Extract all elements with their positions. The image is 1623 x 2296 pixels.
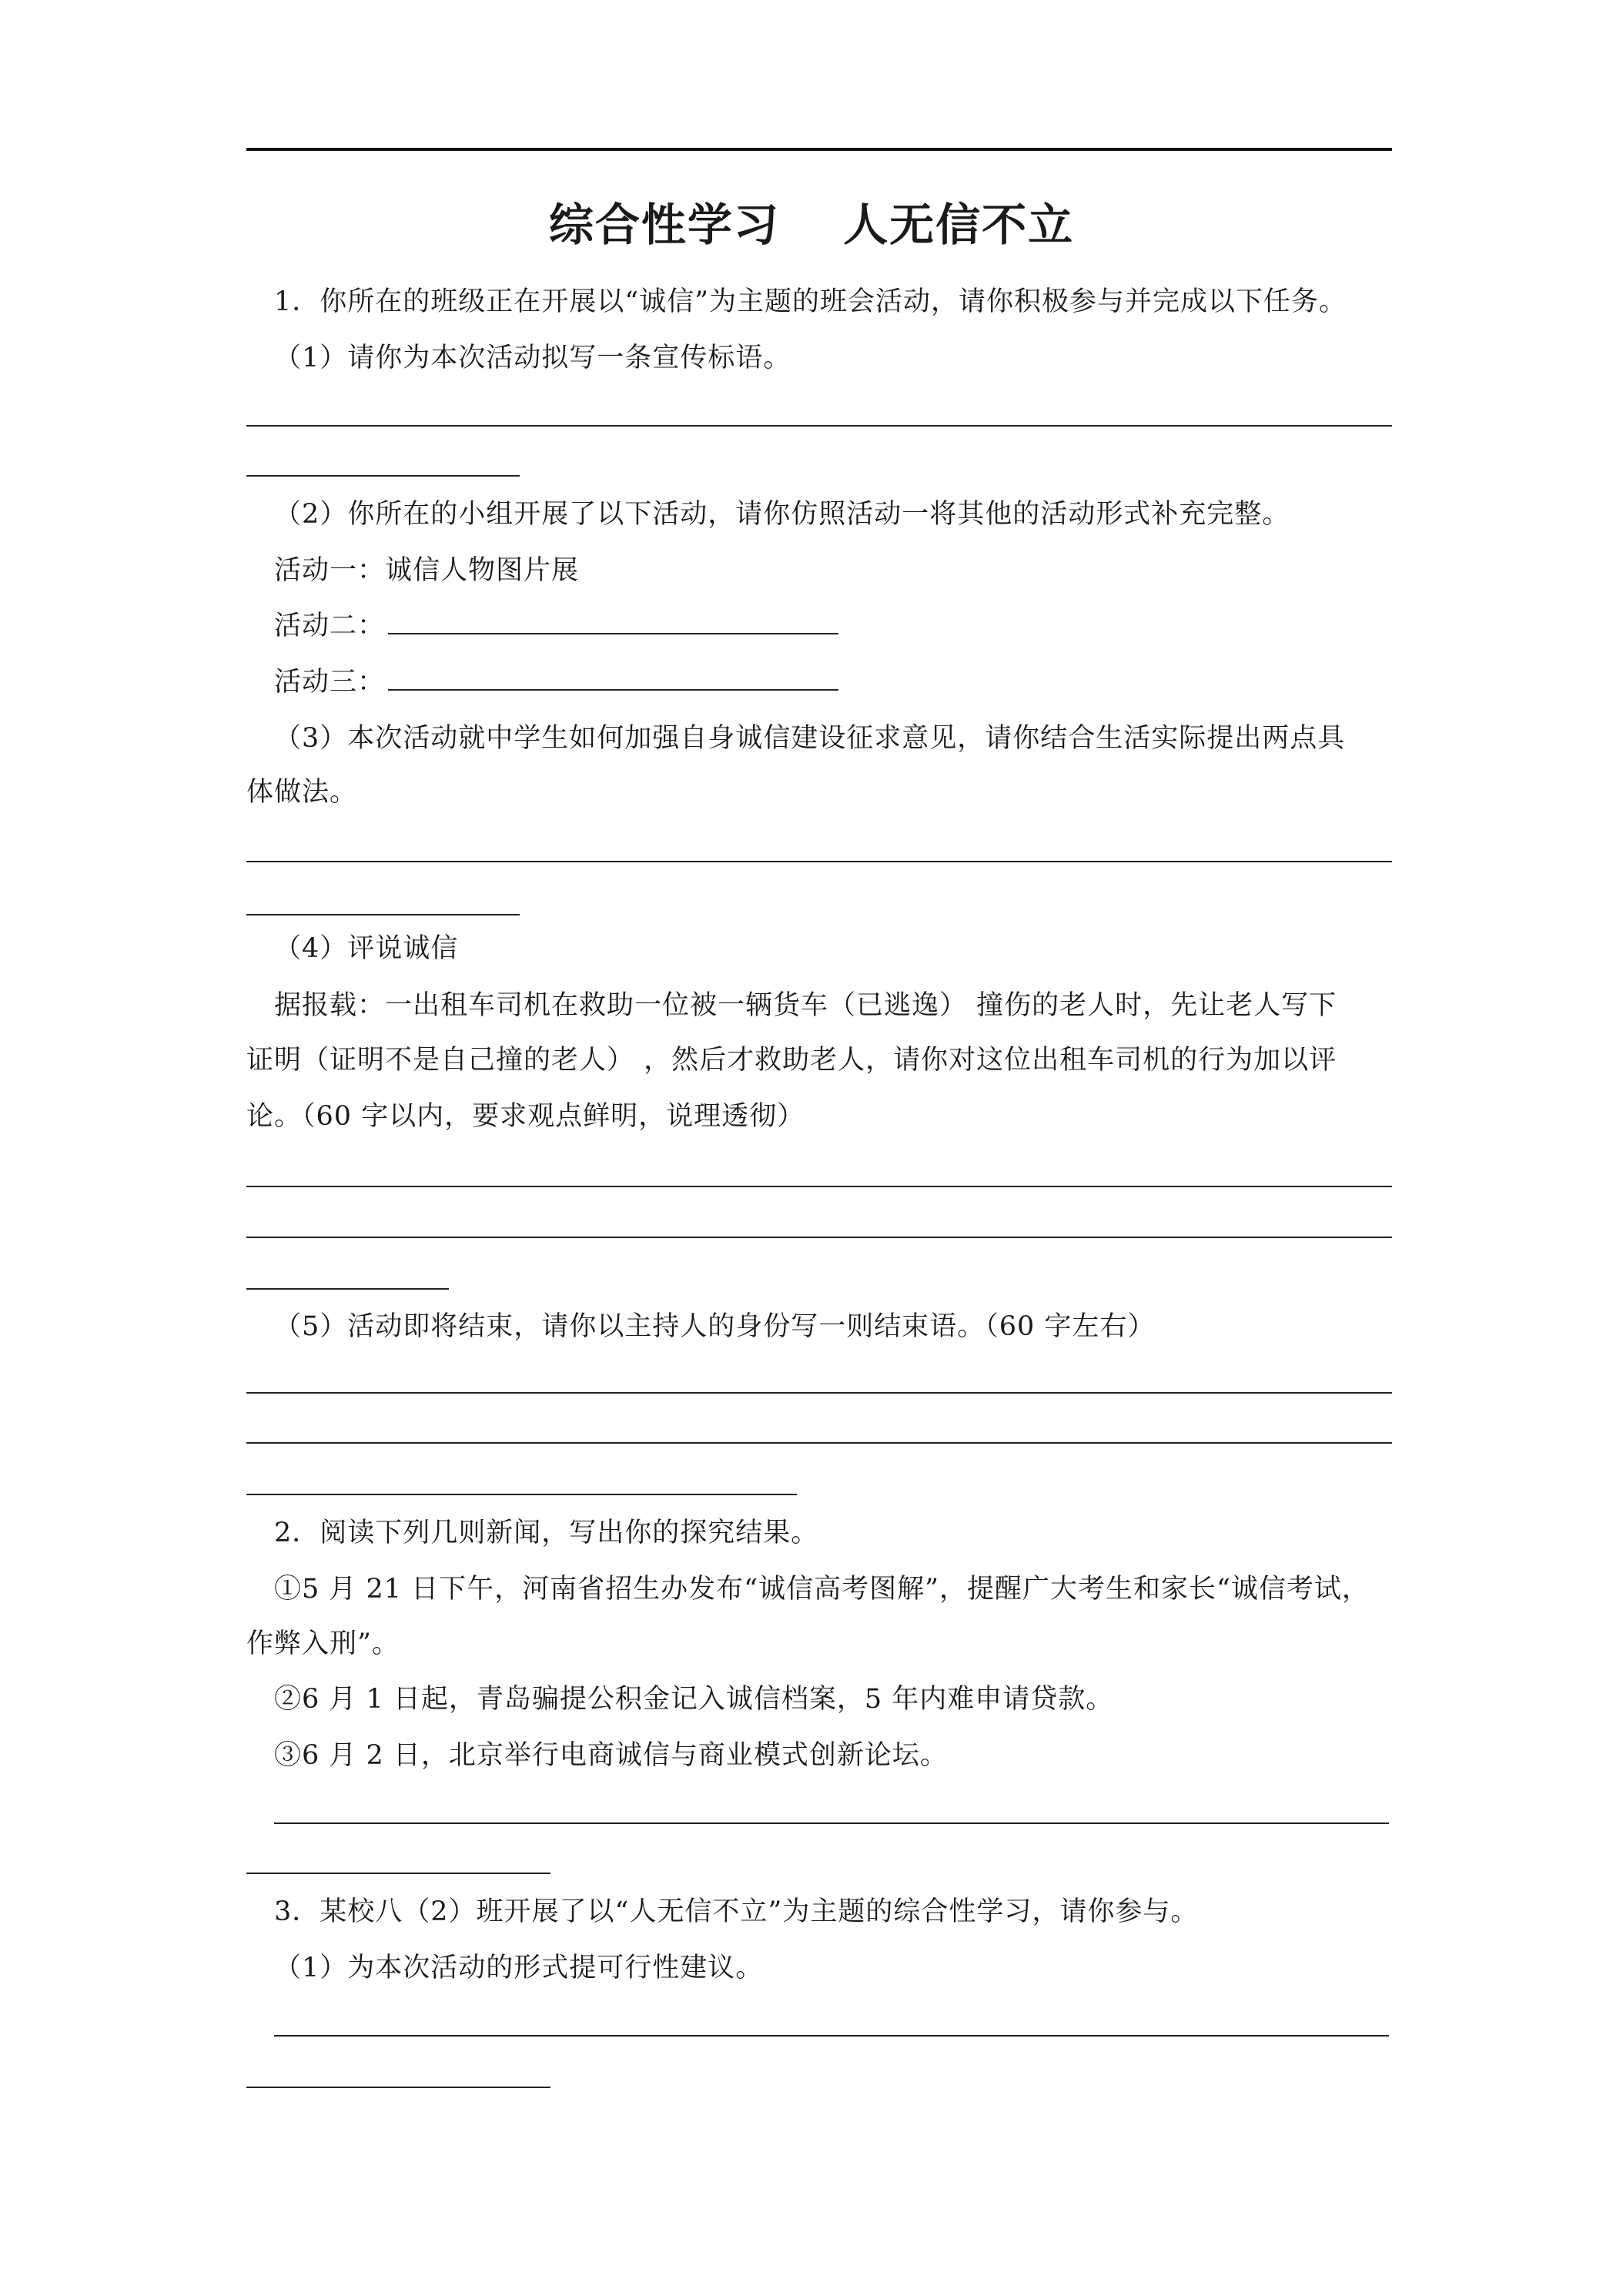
answer-line xyxy=(246,2087,550,2088)
page-title: 综合性学习 人无信不立 xyxy=(548,199,1075,251)
answer-line xyxy=(246,1392,1392,1394)
activity-three-blank xyxy=(388,689,838,691)
q1-part3-line2: 体做法。 xyxy=(246,777,358,808)
q1-part2: （2）你所在的小组开展了以下活动，请你仿照活动一将其他的活动形式补充完整。 xyxy=(274,499,1290,530)
activity-two-label: 活动二： xyxy=(274,611,386,641)
answer-line xyxy=(246,1442,1392,1444)
q1-part4: （4）评说诚信 xyxy=(274,933,459,964)
answer-line xyxy=(246,425,1392,427)
activity-two xyxy=(274,607,838,645)
answer-line xyxy=(246,475,520,477)
activity-one: 活动一：诚信人物图片展 xyxy=(274,555,580,586)
q1-part4-text2: 证明（证明不是自己撞的老人） ，然后才救助老人，请你对这位出租车司机的行为加以评 xyxy=(246,1045,1337,1076)
q2-news2: ②6 月 1 日起，青岛骗提公积金记入诚信档案，5 年内难申请贷款。 xyxy=(274,1684,1114,1715)
answer-line xyxy=(246,1186,1392,1187)
answer-line xyxy=(246,1873,550,1874)
q1-part4-text3: 论。（60 字以内，要求观点鲜明，说理透彻） xyxy=(246,1101,805,1132)
q1-part3-line1: （3）本次活动就中学生如何加强自身诚信建设征求意见，请你结合生活实际提出两点具 xyxy=(274,723,1346,754)
q1-intro: 1．你所在的班级正在开展以“诚信”为主题的班会活动，请你积极参与并完成以下任务。 xyxy=(274,286,1347,317)
q2-news1-line1: ①5 月 21 日下午，河南省招生办发布“诚信高考图解”，提醒广大考生和家长“诚信考试， xyxy=(274,1574,1370,1605)
answer-line xyxy=(246,1288,449,1290)
answer-line xyxy=(246,861,1392,862)
answer-line xyxy=(274,2035,1389,2037)
answer-line xyxy=(274,1822,1389,1824)
q2-news1-line2: 作弊入刑”。 xyxy=(246,1628,400,1659)
q2-news3: ③6 月 2 日，北京举行电商诚信与商业模式创新论坛。 xyxy=(274,1740,948,1771)
answer-line xyxy=(246,1494,797,1495)
header-rule xyxy=(246,148,1392,151)
q1-part4-text1: 据报载：一出租车司机在救助一位被一辆货车（已逃逸） 撞伤的老人时，先让老人写下 xyxy=(274,990,1337,1021)
q3-part1: （1）为本次活动的形式提可行性建议。 xyxy=(274,1953,764,1983)
q1-part5: （5）活动即将结束，请你以主持人的身份写一则结束语。（60 字左右） xyxy=(274,1311,1156,1342)
q1-part1: （1）请你为本次活动拟写一条宣传标语。 xyxy=(274,343,791,373)
activity-three-label: 活动三： xyxy=(274,667,386,698)
answer-line xyxy=(246,1237,1392,1238)
q2-intro: 2．阅读下列几则新闻，写出你的探究结果。 xyxy=(274,1518,819,1548)
answer-line xyxy=(246,914,520,915)
activity-three xyxy=(274,663,838,701)
activity-two-blank xyxy=(388,633,838,634)
q3-intro: 3．某校八（2）班开展了以“人无信不立”为主题的综合性学习，请你参与。 xyxy=(274,1896,1199,1927)
